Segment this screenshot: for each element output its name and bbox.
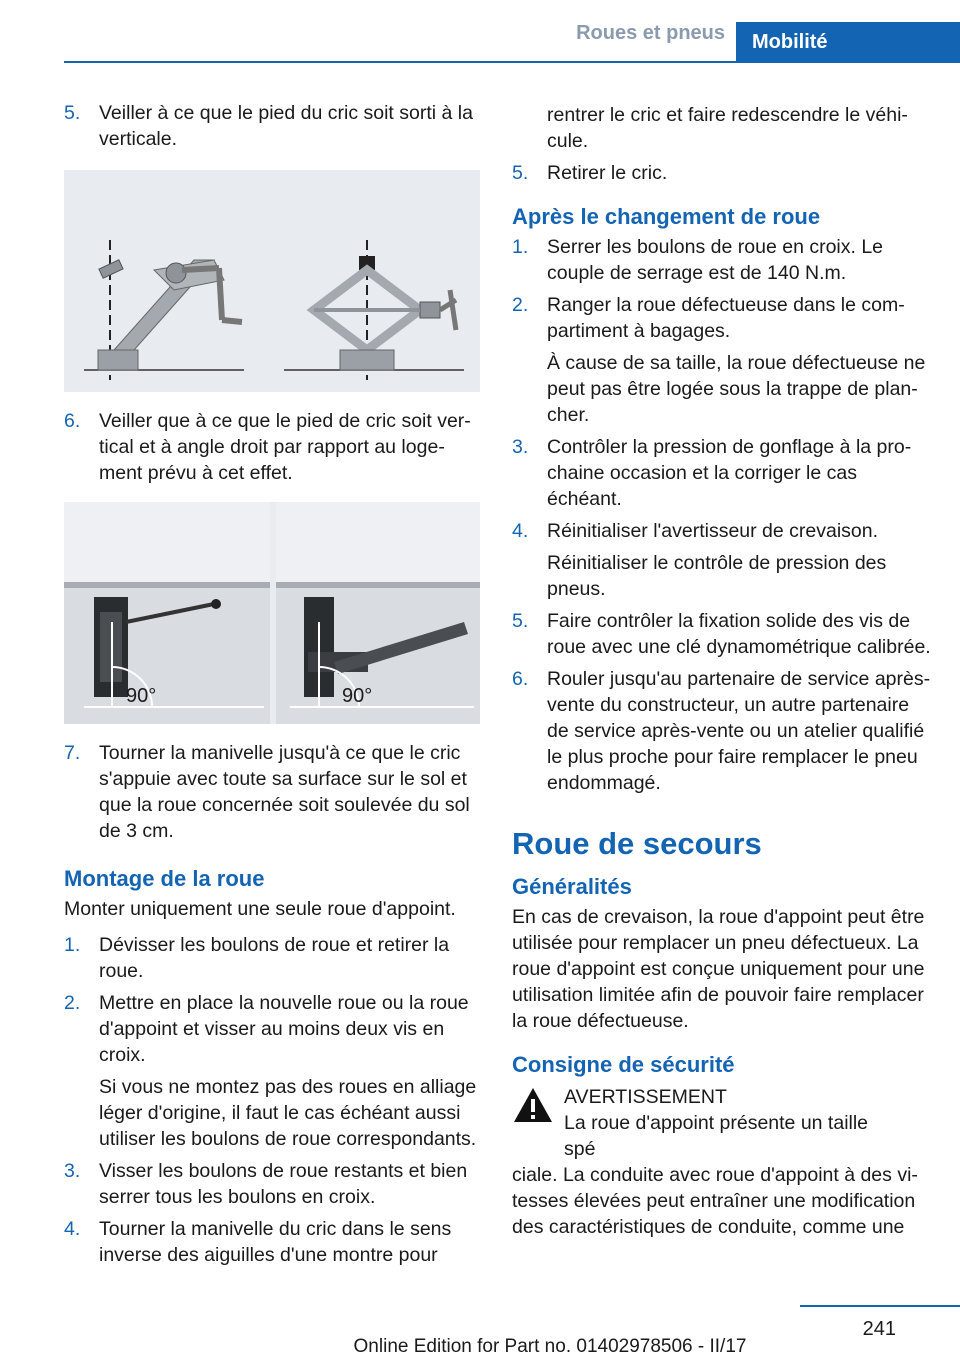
list-item bbox=[64, 1158, 480, 1210]
step-number: 2. bbox=[64, 992, 81, 1014]
list-item bbox=[512, 434, 932, 512]
list-item bbox=[512, 160, 932, 186]
heading-safety: Consigne de sécurité bbox=[512, 1052, 735, 1077]
step-text: Mettre en place la nouvelle roue ou la roue d'appoint et visser au moins deux vis en croix. bbox=[99, 992, 469, 1066]
heading-general: Généralités bbox=[512, 874, 632, 899]
step-text: Rouler jusqu'au partenaire de service après-vente du constructeur, un autre partenaire de service après-vente ou un atelier qualifié le plus proche pour faire remplacer le pneu endommagé. bbox=[547, 668, 931, 794]
step-text: Veiller à ce que le pied du cric soit sorti à la verticale. bbox=[99, 102, 473, 150]
footer-rule bbox=[800, 1305, 960, 1307]
header-bar bbox=[0, 0, 960, 62]
step-note: Si vous ne montez pas des roues en alliage léger d'origine, il faut le cas échéant aussi utiliser les boulons de roue correspondants. bbox=[99, 1076, 477, 1150]
list-item bbox=[64, 740, 480, 844]
step-number: 5. bbox=[512, 610, 529, 632]
step-number: 1. bbox=[64, 934, 81, 956]
list-item bbox=[64, 100, 480, 152]
step-text: Retirer le cric. bbox=[547, 162, 668, 184]
step-text: Visser les boulons de roue restants et bien serrer tous les boulons en croix. bbox=[99, 1160, 468, 1208]
general-text: En cas de crevaison, la roue d'appoint peut être utilisée pour remplacer un pneu défectueux. La roue d'appoint est conçue uniquement pour une utilisation limitée afin de pouvoir faire remplacer la roue défectueuse. bbox=[512, 906, 925, 1032]
list-item bbox=[512, 234, 932, 286]
chapter-tab: Mobilité bbox=[736, 22, 960, 62]
edition-note: Online Edition for Part no. 01402978506 - II/17 bbox=[353, 1336, 747, 1357]
jack-diagram-figure bbox=[64, 170, 480, 392]
list-item bbox=[512, 292, 932, 344]
list-item bbox=[64, 408, 480, 486]
header-rule bbox=[64, 61, 960, 63]
step-note: Réinitialiser le contrôle de pression des pneus. bbox=[547, 552, 887, 600]
step-number: 6. bbox=[64, 410, 81, 432]
page-number: 241 bbox=[862, 1318, 896, 1340]
list-item bbox=[512, 608, 932, 660]
step-text: Contrôler la pression de gonflage à la prochaine occasion et la corriger le cas échéant. bbox=[547, 436, 912, 510]
mount-intro-text: Monter uniquement une seule roue d'appoint. bbox=[64, 898, 456, 920]
step-number: 6. bbox=[512, 668, 529, 690]
warning-text-line1: La roue d'appoint présente un taille spé bbox=[564, 1112, 869, 1160]
step-number: 2. bbox=[512, 294, 529, 316]
warning-block bbox=[512, 1084, 932, 1162]
step-text: Ranger la roue défectueuse dans le compartiment à bagages. bbox=[547, 294, 905, 342]
step-text: Tourner la manivelle du cric dans le sens inverse des aiguilles d'une montre pour bbox=[99, 1218, 452, 1266]
left-column bbox=[64, 100, 480, 1274]
step-text: Veiller que à ce que le pied de cric soit vertical et à angle droit par rapport au logement prévu à cet effet. bbox=[99, 410, 471, 484]
step-text: Serrer les boulons de roue en croix. Le couple de serrage est de 140 N.m. bbox=[547, 236, 884, 284]
jack-angle-photo-figure bbox=[64, 502, 480, 724]
step-number: 1. bbox=[512, 236, 529, 258]
jack-right-angle-illustration bbox=[64, 502, 480, 724]
step-number: 4. bbox=[512, 520, 529, 542]
step-number: 7. bbox=[64, 742, 81, 764]
list-item bbox=[512, 666, 932, 796]
right-column bbox=[512, 102, 932, 1250]
list-item bbox=[64, 932, 480, 984]
step-number: 3. bbox=[64, 1160, 81, 1182]
list-item bbox=[64, 990, 480, 1068]
list-item bbox=[64, 1216, 480, 1268]
heading-wheel-mounting: Montage de la roue bbox=[64, 866, 265, 891]
angle-label-left: 90° bbox=[126, 685, 157, 707]
step-number: 5. bbox=[512, 162, 529, 184]
step-text: Tourner la manivelle jusqu'à ce que le cric s'appuie avec toute sa surface sur le sol et que la roue concernée soit soulevée du sol de 3 cm. bbox=[99, 742, 470, 842]
jack-foot-vertical-illustration bbox=[64, 170, 480, 392]
step-text: Dévisser les boulons de roue et retirer la roue. bbox=[99, 934, 450, 982]
section-title: Roues et pneus bbox=[576, 22, 725, 44]
warning-title: AVERTISSEMENT bbox=[564, 1086, 727, 1108]
warning-triangle-icon bbox=[512, 1084, 554, 1126]
heading-spare-wheel: Roue de secours bbox=[512, 826, 762, 861]
step-text: Réinitialiser l'avertisseur de crevaison. bbox=[547, 520, 879, 542]
step-continuation: rentrer le cric et faire redescendre le véhicule. bbox=[547, 104, 908, 152]
step-number: 3. bbox=[512, 436, 529, 458]
step-text: Faire contrôler la fixation solide des vis de roue avec une clé dynamométrique calibrée. bbox=[547, 610, 931, 658]
step-note: À cause de sa taille, la roue défectueuse ne peut pas être logée sous la trappe de plancher. bbox=[547, 352, 926, 426]
step-number: 4. bbox=[64, 1218, 81, 1240]
angle-label-right: 90° bbox=[342, 685, 373, 707]
heading-after-change: Après le changement de roue bbox=[512, 204, 821, 229]
warning-text-continued: ciale. La conduite avec roue d'appoint à des vitesses élevées peut entraîner une modification des caractéristiques de conduite, comme une bbox=[512, 1164, 918, 1238]
step-number: 5. bbox=[64, 102, 81, 124]
list-item bbox=[512, 518, 932, 544]
